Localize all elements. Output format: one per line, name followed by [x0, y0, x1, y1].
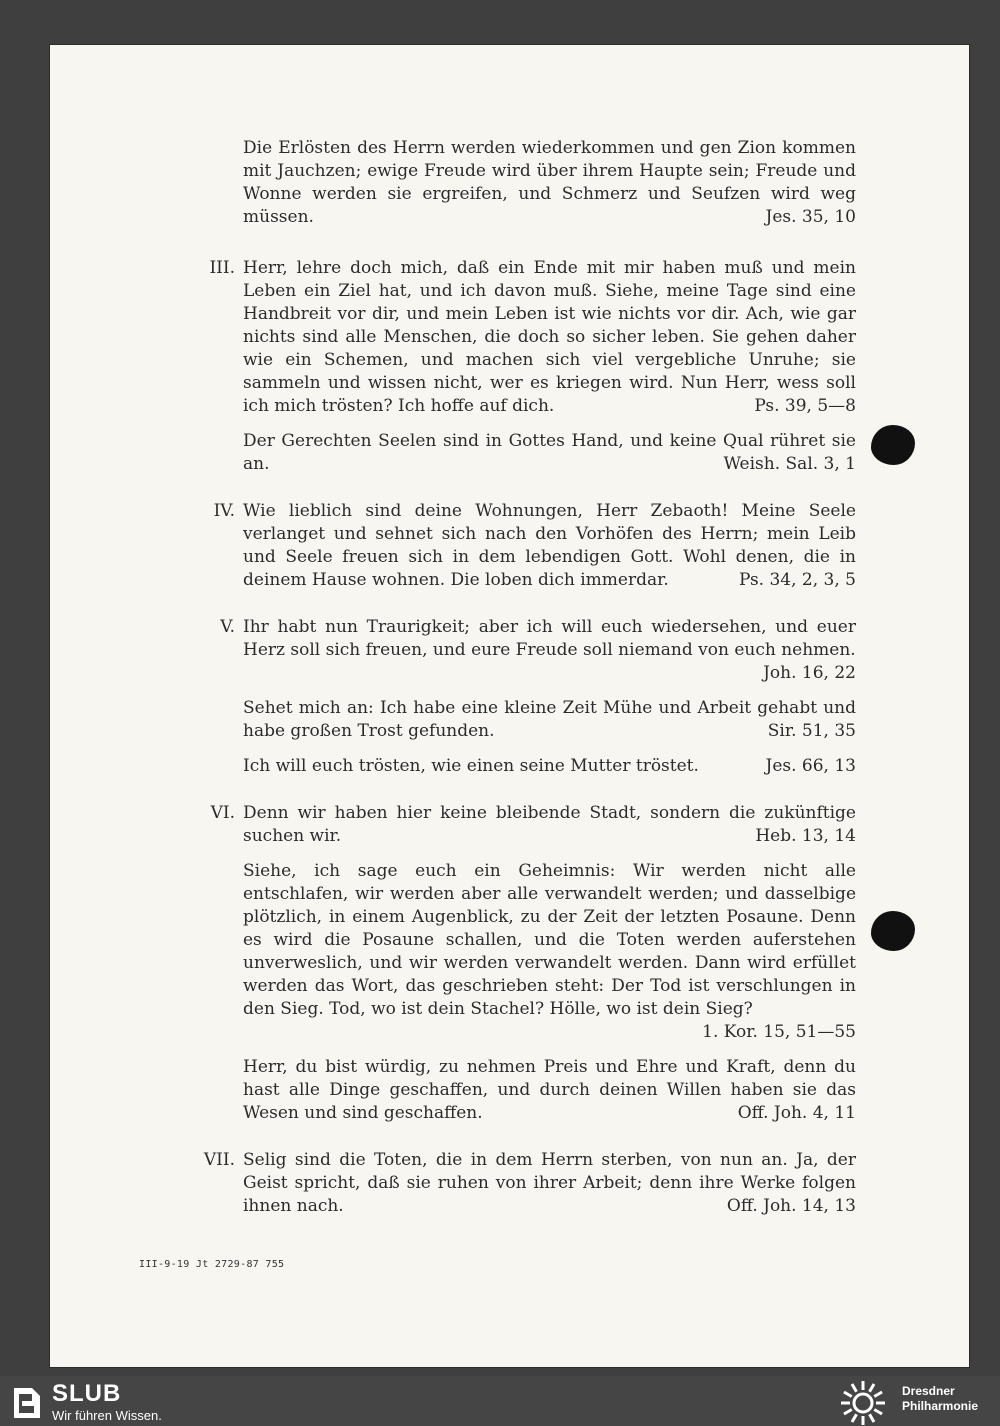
verse-reference: Sir. 51, 35	[767, 721, 856, 741]
verse-reference-wrap	[737, 662, 856, 685]
verse-text: Der Gerechten Seelen sind in Gottes Hand, und keine Qual rühret sie an.	[243, 431, 856, 474]
section-numeral: IV.	[213, 501, 235, 521]
verse-reference-wrap	[742, 720, 856, 743]
passage-section	[195, 500, 856, 592]
verse-reference-wrap	[701, 1195, 856, 1218]
punch-hole	[871, 425, 915, 465]
section-numeral: VII.	[203, 1150, 235, 1170]
verse-reference-wrap	[712, 1102, 856, 1125]
slub-logo-icon	[10, 1384, 44, 1420]
verse-reference: Heb. 13, 14	[755, 826, 856, 846]
verse-reference: Ps. 34, 2, 3, 5	[738, 570, 856, 590]
punch-hole	[871, 911, 915, 951]
section-verses	[243, 500, 856, 592]
section-numeral: VI.	[210, 803, 235, 823]
verse-text: Ihr habt nun Traurigkeit; aber ich will euch wiedersehen, und euer Herz soll sich freuen, und eure Freude soll niemand von euch nehmen.	[243, 617, 856, 660]
scripture-verse	[243, 1056, 856, 1125]
section-numeral: V.	[220, 617, 235, 637]
document-page	[50, 45, 969, 1367]
scripture-verse	[243, 697, 856, 743]
passage-section	[195, 802, 856, 1125]
passage-section	[195, 257, 856, 476]
library-name: SLUB	[52, 1380, 122, 1407]
verse-reference: 1. Kor. 15, 51—55	[702, 1022, 856, 1042]
scripture-verse	[243, 430, 856, 476]
verse-text: Ich will euch trösten, wie einen seine Mutter tröstet.	[243, 756, 699, 776]
partner-name	[902, 1384, 978, 1414]
partner-name-line2: Philharmonie	[902, 1399, 979, 1413]
verse-reference: Off. Joh. 14, 13	[726, 1196, 856, 1216]
verse-text: Siehe, ich sage euch ein Geheimnis: Wir werden nicht alle entschlafen, wir werden aber alle verwandelt werden; und dasselbige plötzlich, in einem Augenblick, zu der Zeit der letzten Posaune. Denn es wird die Posaune schallen, und die Toten werden auferstehen unverweslich, und wir werden verwandelt werden. Dann wird erfüllet werden das Wort, das geschrieben steht: Der Tod ist verschlungen in den Sieg. Tod, wo ist dein Stachel? Hölle, wo ist dein Sieg?	[243, 861, 856, 1019]
verse-reference-wrap	[728, 395, 856, 418]
verse-text: Herr, lehre doch mich, daß ein Ende mit mir haben muß und mein Leben ein Ziel hat, und ich davon muß. Siehe, meine Tage sind eine Handbreit vor dir, und mein Leben ist wie nichts vor dir. Ach, wie gar nichts sind alle Menschen, die doch so sicher leben. Sie gehen daher wie ein Schemen, und machen sich viel vergebliche Unruhe; sie sammeln und wissen nicht, wer es kriegen wird. Nun Herr, wess soll ich mich trösten? Ich hoffe auf dich.	[243, 258, 856, 416]
verse-reference-wrap	[713, 569, 856, 592]
section-numeral-column	[195, 500, 243, 592]
section-numeral-column	[195, 137, 243, 229]
verse-reference-wrap	[676, 1021, 856, 1044]
section-numeral-column	[195, 1149, 243, 1218]
verse-reference-wrap	[697, 453, 856, 476]
verse-text: Denn wir haben hier keine bleibende Stadt, sondern die zukünftige suchen wir.	[243, 803, 856, 846]
verse-text: Die Erlösten des Herrn werden wiederkommen und gen Zion kommen mit Jauchzen; ewige Freude wird über ihrem Haupte sein; Freude und Wonne werden sie ergreifen, und Schmerz und Seufzen wird weg müssen.	[243, 138, 856, 227]
verse-reference-wrap	[729, 825, 856, 848]
section-numeral-column	[195, 802, 243, 1125]
scripture-verse	[243, 257, 856, 418]
scripture-verse	[243, 755, 856, 778]
section-verses	[243, 137, 856, 229]
verse-text: Wie lieblich sind deine Wohnungen, Herr Zebaoth! Meine Seele verlanget und sehnet sich nach den Vorhöfen des Herrn; mein Leib und Seele freuen sich in dem lebendigen Gott. Wohl denen, die in deinem Hause wohnen. Die loben dich immerdar.	[243, 501, 856, 590]
library-tagline: Wir führen Wissen.	[52, 1408, 162, 1423]
partner-name-line1: Dresdner	[902, 1384, 955, 1398]
verse-reference: Jes. 66, 13	[765, 756, 856, 776]
verse-reference-wrap	[740, 206, 856, 229]
section-verses	[243, 257, 856, 476]
verse-reference-wrap	[740, 755, 856, 778]
verse-reference: Jes. 35, 10	[765, 207, 856, 227]
section-verses	[243, 802, 856, 1125]
verse-reference: Off. Joh. 4, 11	[737, 1103, 856, 1123]
verse-reference: Joh. 16, 22	[763, 663, 856, 683]
scripture-verse	[243, 500, 856, 592]
scripture-verse	[243, 860, 856, 1044]
verse-text: Herr, du bist würdig, zu nehmen Preis und Ehre und Kraft, denn du hast alle Dinge geschaffen, und durch deinen Willen haben sie das Wesen und sind geschaffen.	[243, 1057, 856, 1123]
catalog-code: III-9-19 Jt 2729-87 755	[139, 1259, 285, 1270]
verse-text: Sehet mich an: Ich habe eine kleine Zeit Mühe und Arbeit gehabt und habe großen Trost gefunden.	[243, 698, 856, 741]
philharmonie-logo-icon	[840, 1380, 886, 1426]
verse-reference: Weish. Sal. 3, 1	[723, 454, 856, 474]
section-numeral: III.	[209, 258, 235, 278]
scripture-verse	[243, 616, 856, 685]
passage-section	[195, 137, 856, 229]
section-numeral-column	[195, 616, 243, 778]
section-numeral-column	[195, 257, 243, 476]
section-verses	[243, 1149, 856, 1218]
scripture-verse	[243, 1149, 856, 1218]
section-verses	[243, 616, 856, 778]
footer-band	[0, 1376, 1000, 1426]
scripture-verse	[243, 802, 856, 848]
verse-text: Selig sind die Toten, die in dem Herrn sterben, von nun an. Ja, der Geist spricht, daß sie ruhen von ihrer Arbeit; denn ihre Werke folgen ihnen nach.	[243, 1150, 856, 1216]
scripture-verse	[243, 137, 856, 229]
document-body	[195, 137, 856, 1242]
passage-section	[195, 616, 856, 778]
verse-reference: Ps. 39, 5—8	[754, 396, 856, 416]
passage-section	[195, 1149, 856, 1218]
